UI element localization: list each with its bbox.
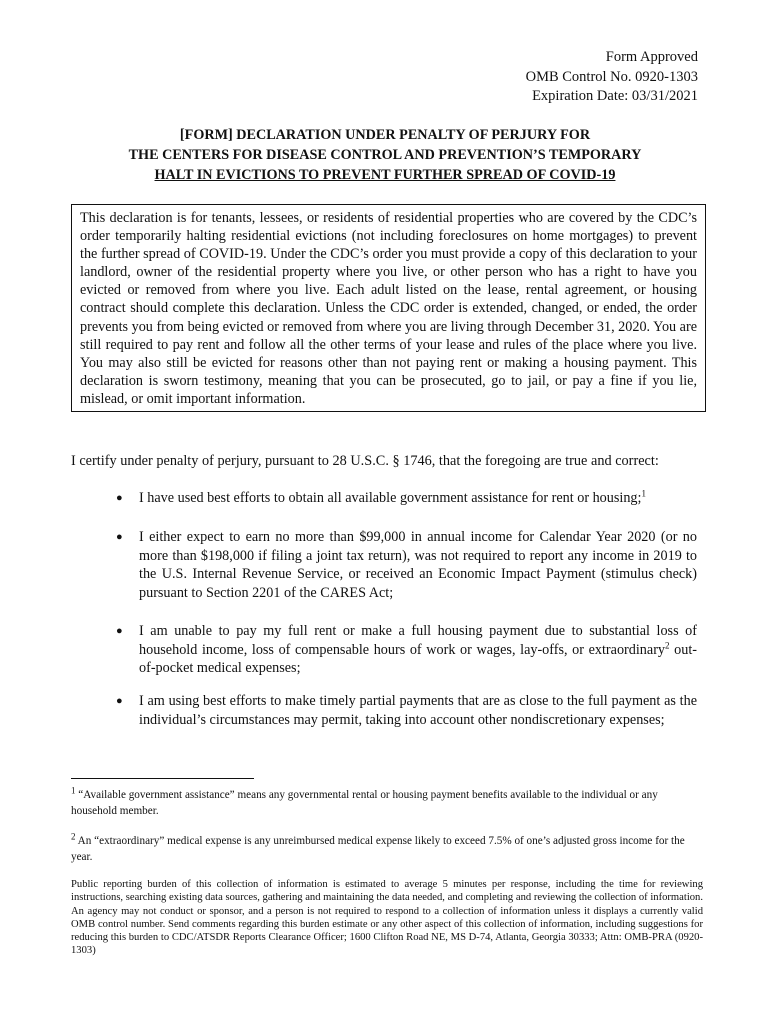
title-line-3: HALT IN EVICTIONS TO PREVENT FURTHER SPREAD OF COVID-19: [154, 167, 616, 183]
declaration-item-partial-payments: [117, 692, 697, 729]
declaration-item-text-cont: out-of-pocket medical expenses;: [139, 641, 697, 677]
bullet-icon: ●: [116, 531, 123, 543]
certification-statement: I certify under penalty of perjury, pursuant to 28 U.S.C. § 1746, that the foregoing are true and correct:: [71, 453, 659, 469]
footnote-2-text: An “extraordinary” medical expense is any unreimbursed medical expense likely to exceed 7.5% of one’s adjusted gross income for the year.: [71, 835, 685, 863]
paperwork-burden-statement: Public reporting burden of this collection of information is estimated to average 5 minutes per response, including the time for reviewing instructions, searching existing data sources, gathering and maintaining the data needed, and completing and reviewing the collection of information. An agency may not conduct or sponsor, and a person is not required to respond to a collection of information unless it displays a currently valid OMB control number. Send comments regarding this burden estimate or any other aspect of this collection of information, including suggestions for reducing this burden to CDC/ATSDR Reports Clearance Officer; 1600 Clifton Road NE, MS D-74, Atlanta, Georgia 30333; Attn: OMB-PRA (0920-1303): [71, 879, 703, 957]
instructions-box: This declaration is for tenants, lessees, or residents of residential properties who are covered by the CDC’s order temporarily halting residential evictions (not including foreclosures on home mortgages) to prevent the further spread of COVID-19. Under the CDC’s order you must provide a copy of this declaration to your landlord, owner of the residential property where you live, or other person who has a right to have you evicted or removed from where you live. Each adult listed on the lease, rental agreement, or housing contract should complete this declaration. Unless the CDC order is extended, changed, or ended, the order prevents you from being evicted or removed from where you are living through December 31, 2020. You are still required to pay rent and follow all the other terms of your lease and rules of the place where you live. You may also still be evicted for reasons other than not paying rent or making a housing payment. This declaration is sworn testimony, meaning that you can be prosecuted, go to jail, or pay a fine if you lie, mislead, or omit important information.: [71, 204, 706, 412]
bullet-icon: ●: [116, 695, 123, 707]
footnote-mark-1: 1: [71, 785, 76, 796]
bullet-icon: ●: [116, 492, 123, 504]
declaration-item-government-assistance: [117, 489, 697, 508]
footnote-1: [71, 787, 701, 819]
document-title: [60, 125, 710, 185]
title-line-1: [FORM] DECLARATION UNDER PENALTY OF PERJURY FOR: [179, 127, 591, 143]
declaration-item-text: I have used best efforts to obtain all available government assistance for rent or housing;: [139, 490, 642, 506]
expiration-date: Expiration Date: 03/31/2021: [532, 88, 698, 104]
declaration-item-text: I am using best efforts to make timely partial payments that are as close to the full payment as the individual’s circumstances may permit, taking into account other nondiscretionary expenses;: [139, 693, 697, 728]
footnote-1-text: “Available government assistance” means any governmental rental or housing payment benefits available to the individual or any household member.: [71, 789, 658, 817]
declaration-item-text: I either expect to earn no more than $99,000 in annual income for Calendar Year 2020 (or no more than $198,000 if filing a joint tax return), was not required to report any income in 2019 to the U.S. Internal Revenue Service, or received an Economic Impact Payment (stimulus check) pursuant to Section 2201 of the CARES Act;: [139, 529, 697, 601]
declaration-item-income: [117, 528, 697, 602]
footnote-ref-1: 1: [641, 488, 646, 499]
bullet-icon: ●: [116, 625, 123, 637]
footnote-mark-2: 2: [71, 831, 76, 842]
footnote-2: [71, 833, 701, 865]
omb-approval-block: [526, 48, 698, 107]
omb-control-number: OMB Control No. 0920-1303: [525, 68, 698, 85]
declaration-item-unable-to-pay: [117, 622, 697, 678]
declaration-item-text: I am unable to pay my full rent or make a full housing payment due to substantial loss of household income, loss of compensable hours of work or wages, lay-offs, or extraordinary: [139, 623, 697, 658]
title-line-2: THE CENTERS FOR DISEASE CONTROL AND PREVENTION’S TEMPORARY: [128, 147, 642, 163]
footnote-divider: [71, 778, 254, 779]
form-approved-label: Form Approved: [605, 49, 698, 65]
footnote-ref-2: 2: [665, 639, 670, 650]
